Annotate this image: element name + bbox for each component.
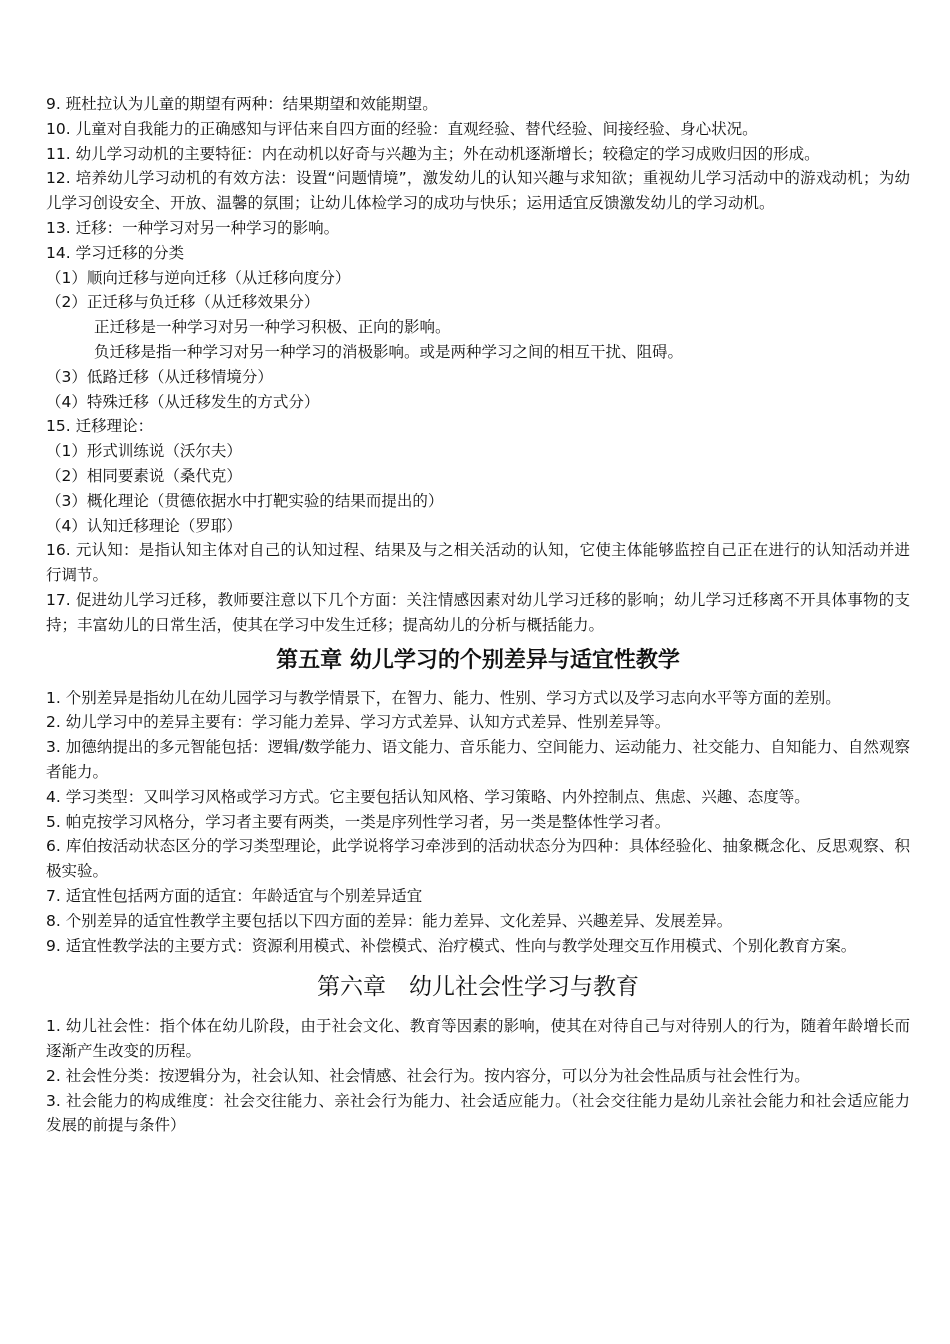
- paragraph: 17. 促进幼儿学习迁移，教师要注意以下几个方面：关注情感因素对幼儿学习迁移的影响；幼儿学习迁移离不开具体事物的支持；丰富幼儿的日常生活，使其在学习中发生迁移；提高幼儿的分析与概括能力。: [46, 590, 910, 634]
- paragraph: 13. 迁移：一种学习对另一种学习的影响。: [46, 218, 340, 237]
- paragraph: 9. 适宜性教学法的主要方式：资源利用模式、补偿模式、治疗模式、性向与教学处理交互作用模式、个别化教育方案。: [46, 936, 857, 955]
- list-item-detail: 正迁移是一种学习对另一种学习积极、正向的影响。: [94, 318, 451, 337]
- section-learning-motivation-transfer: [46, 92, 910, 638]
- paragraph: 12. 培养幼儿学习动机的有效方法：设置“问题情境”，激发幼儿的认知兴趣与求知欲；重视幼儿学习活动中的游戏动机；为幼儿学习创设安全、开放、温馨的氛围；让幼儿体检学习的成功与快乐；运用适宜反馈激发幼儿的学习动机。: [46, 169, 910, 213]
- list-item: （3）概化理论（贯德依据水中打靶实验的结果而提出的）: [46, 491, 444, 510]
- section-chapter-5: [46, 686, 910, 959]
- paragraph: 9. 班杜拉认为儿童的期望有两种：结果期望和效能期望。: [46, 95, 438, 113]
- chapter-5-title: 第五章 幼儿学习的个别差异与适宜性教学: [276, 647, 680, 673]
- list-item: （1）形式训练说（沃尔夫）: [46, 442, 242, 461]
- list-item: （2）相同要素说（桑代克）: [46, 466, 242, 485]
- paragraph: 7. 适宜性包括两方面的适宜：年龄适宜与个别差异适宜: [46, 886, 423, 905]
- paragraph: 16. 元认知：是指认知主体对自己的认知过程、结果及与之相关活动的认知，它使主体能够监控自己正在进行的认知活动并进行调节。: [46, 541, 910, 585]
- paragraph: 3. 加德纳提出的多元智能包括：逻辑/数学能力、语文能力、音乐能力、空间能力、运动能力、社交能力、自知能力、自然观察者能力。: [46, 738, 910, 781]
- paragraph: 1. 个别差异是指幼儿在幼儿园学习与教学情景下，在智力、能力、性别、学习方式以及学习志向水平等方面的差别。: [46, 688, 841, 707]
- chapter-6-title: 第六章 幼儿社会性学习与教育: [317, 974, 639, 1001]
- section-chapter-6: [46, 1014, 910, 1138]
- list-item-detail: 负迁移是指一种学习对另一种学习的消极影响。或是两种学习之间的相互干扰、阻碍。: [94, 342, 684, 361]
- paragraph: 15. 迁移理论：: [46, 417, 154, 436]
- paragraph: 1. 幼儿社会性：指个体在幼儿阶段，由于社会文化、教育等因素的影响，使其在对待自己与对待别人的行为，随着年龄增长而逐渐产生改变的历程。: [46, 1017, 910, 1061]
- paragraph: 5. 帕克按学习风格分，学习者主要有两类，一类是序列性学习者，另一类是整体性学习者。: [46, 812, 671, 831]
- paragraph: 2. 社会性分类：按逻辑分为，社会认知、社会情感、社会行为。按内容分，可以分为社会性品质与社会性行为。: [46, 1066, 810, 1085]
- paragraph: 8. 个别差异的适宜性教学主要包括以下四方面的差异：能力差异、文化差异、兴趣差异、发展差异。: [46, 911, 733, 930]
- paragraph: 10. 儿童对自我能力的正确感知与评估来自四方面的经验：直观经验、替代经验、间接经验、身心状况。: [46, 119, 758, 138]
- list-item: （4）认知迁移理论（罗耶）: [46, 516, 242, 535]
- list-item: （3）低路迁移（从迁移情境分）: [46, 367, 273, 386]
- list-item: （1）顺向迁移与逆向迁移（从迁移向度分）: [46, 268, 351, 287]
- list-item: （2）正迁移与负迁移（从迁移效果分）: [46, 293, 320, 312]
- paragraph: 3. 社会能力的构成维度：社会交往能力、亲社会行为能力、社会适应能力。（社会交往能力是幼儿亲社会能力和社会适应能力发展的前提与条件）: [46, 1091, 910, 1135]
- paragraph: 14. 学习迁移的分类: [46, 243, 185, 262]
- paragraph: 2. 幼儿学习中的差异主要有：学习能力差异、学习方式差异、认知方式差异、性别差异等。: [46, 713, 671, 732]
- paragraph: 4. 学习类型：又叫学习风格或学习方式。它主要包括认知风格、学习策略、内外控制点、焦虑、兴趣、态度等。: [46, 787, 810, 806]
- paragraph: 6. 库伯按活动状态区分的学习类型理论，此学说将学习牵涉到的活动状态分为四种：具体经验化、抽象概念化、反思观察、积极实验。: [46, 837, 910, 881]
- list-item: （4）特殊迁移（从迁移发生的方式分）: [46, 392, 320, 411]
- paragraph: 11. 幼儿学习动机的主要特征：内在动机以好奇与兴趣为主；外在动机逐渐增长；较稳定的学习成败归因的形成。: [46, 144, 820, 163]
